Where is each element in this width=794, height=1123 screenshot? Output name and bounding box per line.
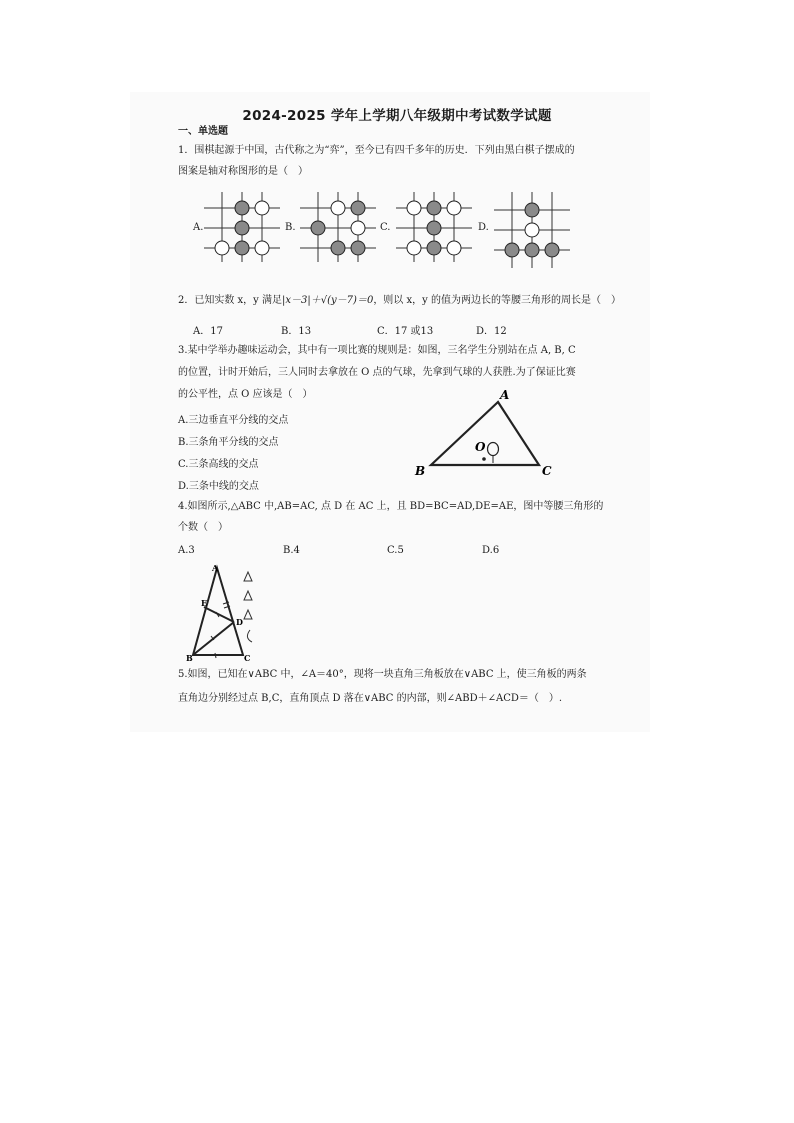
q4-triangle-abc [193,568,243,655]
q5-text-line1: 5.如图，已知在∨ABC 中，∠A＝40°，现将一块直角三角板放在∨ABC 上，使三角板的两条 [178,669,587,680]
q3-label-b: B [415,464,426,478]
q3-option-c: C.三条高线的交点 [178,459,259,470]
q1-option-d-label: D. [478,222,489,233]
handwritten-marks [244,572,252,642]
q2-option-c: C．17 或13 [377,326,434,337]
q4-label-d: D [236,617,243,627]
q3-point-o [482,457,486,461]
q4-label-e: E [201,598,208,608]
q3-text-line3: 的公平性，点 O 应该是（ ） [178,389,313,400]
q2-option-d: D．12 [476,326,507,337]
q4-label-c: C [244,653,251,663]
q1-text-line2: 图案是轴对称图形的是（ ） [178,166,308,177]
q1-option-c-figure [396,192,472,262]
q4-text-line2: 个数（ ） [178,522,228,533]
q2-suffix: ，则以 x，y 的值为两边长的等腰三角形的周长是（ ） [373,295,621,306]
q1-option-a-label: A. [193,222,204,233]
q5-text-line2: 直角边分别经过点 B,C，直角顶点 D 落在∨ABC 的内部，则∠ABD＋∠ACD＝（ ）. [178,693,563,704]
q4-triangle-figure [182,562,272,664]
q1-option-b-figure [300,192,376,262]
q3-text-line1: 3.某中学举办趣味运动会，其中有一项比赛的规则是：如图，三名学生分别站在点 A, B, C [178,345,576,356]
q3-option-a: A.三边垂直平分线的交点 [178,415,289,426]
q1-option-c-label: C. [380,222,391,233]
q4-option-a: A.3 [178,545,195,556]
q4-label-b: B [186,653,193,663]
q1-text-line1: 1．围棋起源于中国，古代称之为“弈”，至今已有四千多年的历史．下列由黑白棋子摆成的 [178,145,575,156]
q2-prefix: 2．已知实数 x，y 满足 [178,295,283,306]
q3-label-c: C [542,464,552,478]
section-heading: 一、单选题 [178,126,228,137]
q3-option-d: D.三条中线的交点 [178,481,259,492]
q3-label-o: O [475,440,486,454]
q4-label-a: A [212,563,219,573]
q3-text-line2: 的位置，计时开始后，三人同时去拿放在 O 点的气球，先拿到气球的人获胜.为了保证比赛 [178,367,576,378]
q4-option-c: C.5 [387,545,404,556]
q3-label-a: A [500,388,510,402]
q1-option-b-label: B. [285,222,296,233]
q3-triangle-figure [410,385,560,480]
q1-option-d-figure [494,192,570,268]
q4-option-d: D.6 [482,545,500,556]
q2-text [178,294,621,308]
q3-triangle [431,402,539,465]
q4-text-line1: 4.如图所示,△ABC 中,AB=AC, 点 D 在 AC 上，且 BD=BC=AD,DE=AE，图中等腰三角形的 [178,501,604,512]
q2-expression: |x－3|＋√(y－7)＝0 [282,295,374,306]
balloon-icon [488,443,499,456]
q3-option-b: B.三条角平分线的交点 [178,437,279,448]
q4-option-b: B.4 [283,545,300,556]
q1-option-a-figure [204,192,280,262]
q2-option-a: A．17 [193,326,223,337]
page-title: 2024-2025 学年上学期八年级期中考试数学试题 [242,108,552,124]
q2-option-b: B．13 [281,326,312,337]
